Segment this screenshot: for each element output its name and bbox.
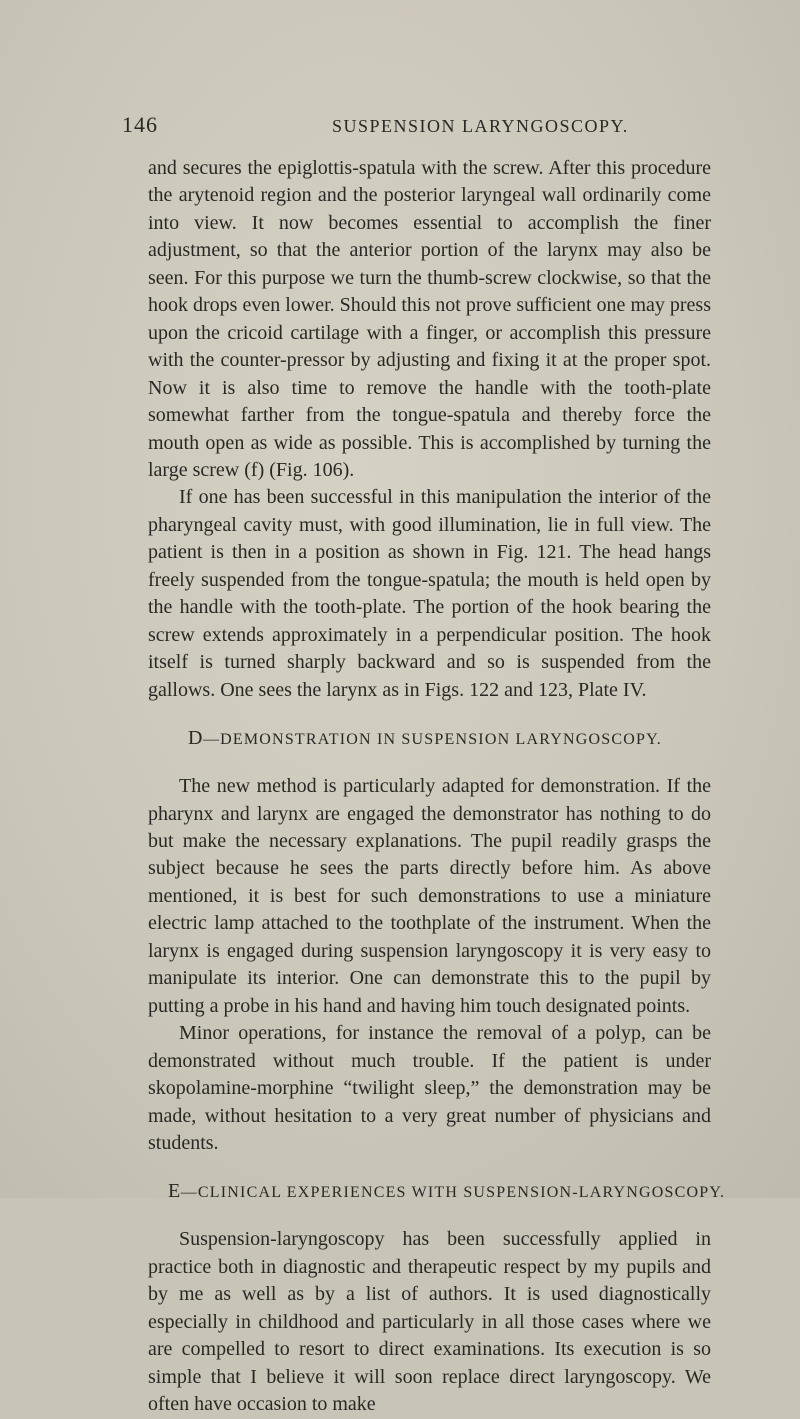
running-title: SUSPENSION LARYNGOSCOPY. xyxy=(332,116,629,136)
page-number: 146 xyxy=(122,112,158,137)
paragraph: The new method is particularly adapted for demonstration. If the pharynx and larynx are engaged the demonstrator has nothing to do but make the necessary explanations. The pupil readily grasps the subject because he sees the parts directly before him. As above mentioned, it is best for such demonstrations to use a miniature electric lamp attached to the toothplate of the instrument. When the larynx is engaged during suspension laryngoscopy it is very easy to manipulate its interior. One can demonstrate this to the pupil by putting a probe in his hand and having him touch designated points. xyxy=(148,775,711,1017)
section-letter: D xyxy=(188,727,203,750)
section-title: —CLINICAL EXPERIENCES WITH SUSPENSION-LARYNGOSCOPY. xyxy=(180,1184,726,1202)
section-letter: E xyxy=(168,1180,181,1203)
paragraph: If one has been successful in this manipulation the interior of the pharyngeal cavity must, with good illumination, lie in full view. The patient is then in a position as shown in Fig. 121. The head hangs freely suspended from the tongue-spatula; the mouth is held open by the handle with the tooth-plate. The portion of the hook bearing the screw extends approximately in a perpendicular position. The hook itself is turned sharply backward and so is suspended from the gallows. One sees the larynx as in Figs. 122 and 123, Plate IV. xyxy=(148,486,711,701)
section-heading-d xyxy=(148,727,711,751)
body-text xyxy=(148,155,726,1419)
paragraph-continued: and secures the epiglottis-spatula with the screw. After this procedure the arytenoid region and the posterior laryngeal wall ordinarily come into view. It now becomes essential to accomplish the finer adjustment, so that the anterior portion of the larynx may also be seen. For this purpose we turn the thumb-screw clockwise, so that the hook drops even lower. Should this not prove sufficient one may press upon the cricoid cartilage with a finger, or accomplish this pressure with the counter-pressor by adjusting and fixing it at the proper spot. Now it is also time to remove the handle with the tooth-plate somewhat farther from the tongue-spatula and thereby force the mouth open as wide as possible. This is accomplished by turning the large screw (f) (Fig. 106). xyxy=(148,157,711,481)
running-head xyxy=(122,112,722,142)
paragraph: Minor operations, for instance the removal of a polyp, can be demonstrated without much trouble. If the patient is under skopolamine-morphine “twilight sleep,” the demonstration may be made, without hesitation to a very great number of physicians and students. xyxy=(148,1022,711,1154)
paragraph: Suspension-laryngoscopy has been successfully applied in practice both in diagnostic and therapeutic respect by my pupils and by me as well as by a list of authors. It is used diagnostically especially in childhood and particularly in all those cases where we are compelled to resort to direct examinations. Its execution is so simple that I believe it will soon replace direct laryngoscopy. We often have occasion to make xyxy=(148,1228,711,1416)
section-title: —DEMONSTRATION IN SUSPENSION LARYNGOSCOPY. xyxy=(202,731,663,749)
section-heading-e xyxy=(148,1180,726,1204)
